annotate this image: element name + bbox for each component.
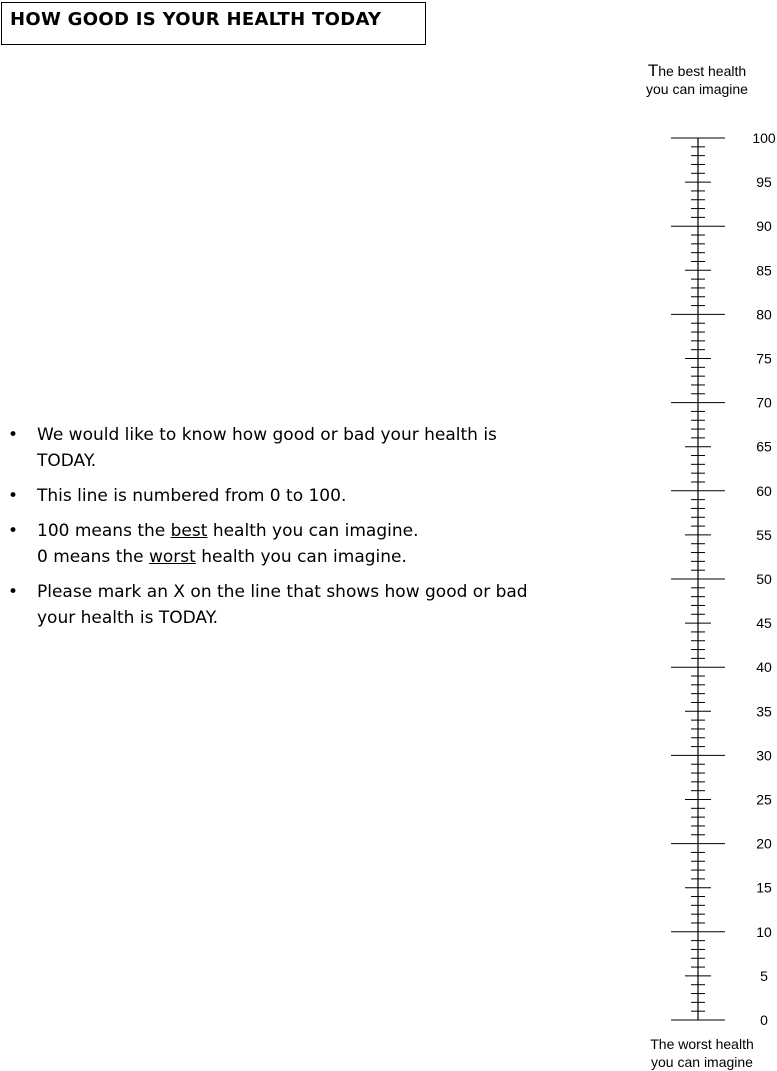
scale-ticks [671, 138, 725, 1020]
bullet-icon: • [8, 582, 19, 602]
scale-top-label-initial: T [647, 61, 659, 80]
scale-value-label: 0 [760, 1012, 768, 1028]
scale-bottom-label [632, 1035, 772, 1071]
scale-top-label-line2: you can imagine [646, 81, 748, 97]
scale-value-label: 60 [756, 482, 772, 499]
scale-value-label: 50 [756, 571, 772, 587]
scale-value-label: 20 [756, 835, 772, 852]
scale-value-label: 30 [756, 747, 772, 764]
scale-value-label: 5 [760, 967, 768, 984]
scale-value-label: 15 [756, 879, 772, 896]
scale-value-label: 90 [756, 218, 772, 235]
scale-value-label: 40 [756, 659, 772, 676]
scale-top-label-line1: he best health [658, 63, 747, 79]
scale-value-label: 55 [756, 526, 772, 543]
instruction-text-3-part: 0 means the [37, 547, 149, 567]
worst-emphasis: worst [149, 547, 196, 567]
instruction-text-3-part: health you can imagine. [207, 521, 419, 541]
scale-value-label: 35 [756, 703, 772, 720]
bullet-icon: • [8, 486, 19, 506]
scale-value-label: 95 [756, 174, 772, 191]
scale-value-label: 25 [756, 791, 772, 808]
bullet-icon: • [8, 425, 19, 445]
scale-value-label: 80 [756, 306, 772, 323]
scale-number-labels [752, 130, 776, 1028]
scale-value-label: 75 [756, 350, 772, 367]
instruction-text-4: Please mark an X on the line that shows how good or bad your health is TODAY. [37, 582, 528, 628]
scale-value-label: 65 [756, 438, 772, 455]
scale-bottom-label-line2: you can imagine [651, 1054, 753, 1070]
scale-value-label: 10 [756, 923, 772, 940]
scale-bottom-label-line1: The worst health [650, 1036, 754, 1052]
instruction-text-1: We would like to know how good or bad your health is TODAY. [37, 425, 497, 471]
scale-value-label: 70 [756, 394, 772, 411]
instruction-text-3-part: health you can imagine. [195, 547, 407, 567]
instruction-text-2: This line is numbered from 0 to 100. [37, 486, 347, 506]
scale-value-label: 100 [752, 130, 776, 146]
bullet-icon: • [8, 521, 19, 541]
scale-value-label: 85 [756, 262, 772, 279]
scale-value-label: 45 [756, 615, 772, 632]
best-emphasis: best [170, 521, 208, 541]
page-title: HOW GOOD IS YOUR HEALTH TODAY [10, 9, 382, 30]
instruction-text-3-part: 100 means the [37, 521, 171, 541]
